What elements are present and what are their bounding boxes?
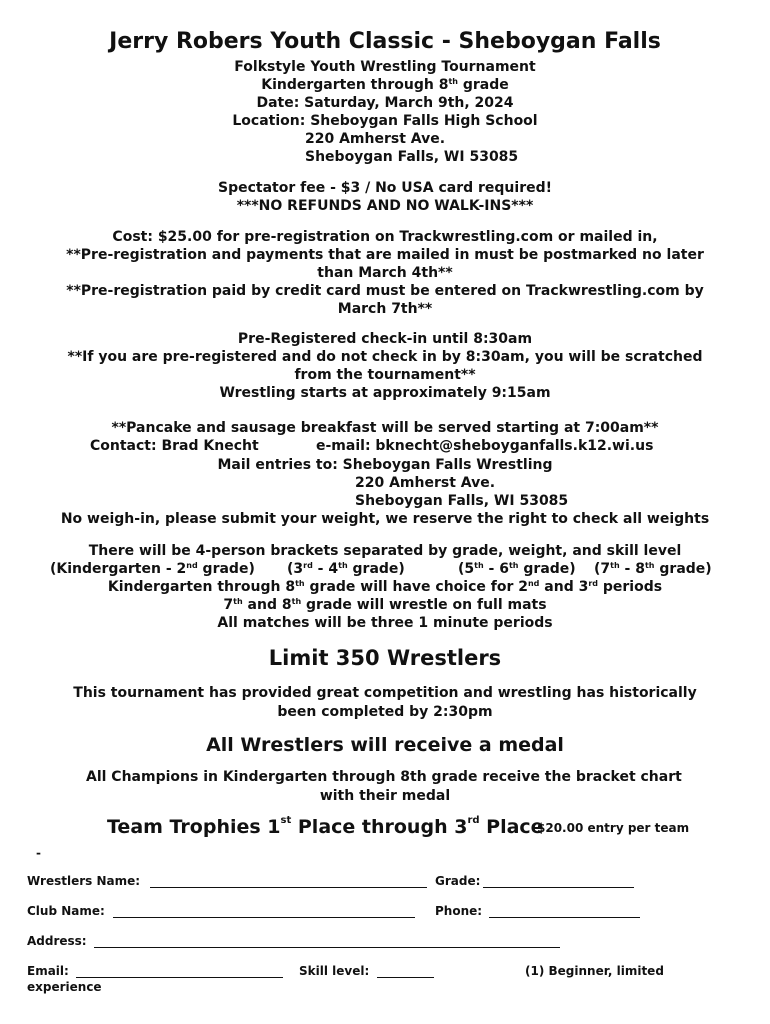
address-line[interactable] <box>94 947 560 948</box>
club-name-label: Club Name: <box>27 904 105 918</box>
mats-sup: th <box>291 597 302 606</box>
address-label: Address: <box>27 934 87 948</box>
checkin-line-4: Wrestling starts at approximately 9:15am <box>219 385 551 401</box>
cost-line-2: **Pre-registration and payments that are mailed in must be postmarked no later <box>66 247 704 263</box>
form-dash: - <box>36 846 41 860</box>
weigh-in-notice: No weigh-in, please submit your weight, we reserve the right to check all weights <box>60 511 710 527</box>
phone-label: Phone: <box>435 904 483 918</box>
bracket-text: - 8 <box>619 561 645 577</box>
wrestler-name-label: Wrestlers Name: <box>27 874 141 888</box>
checkin-line-2: **If you are pre-registered and do not check in by 8:30am, you will be scratched <box>67 349 703 365</box>
grades-sup: th <box>448 77 458 86</box>
cost-line-1: Cost: $25.00 for pre-registration on Trackwrestling.com or mailed in, <box>112 229 658 245</box>
bracket-group-34 <box>287 560 405 578</box>
email-line[interactable] <box>76 977 283 978</box>
choice-text: Kindergarten through 8 <box>107 579 296 595</box>
contact-email: e-mail: bknecht@sheboyganfalls.k12.wi.us <box>316 438 654 454</box>
subtitle: Folkstyle Youth Wrestling Tournament <box>234 59 536 75</box>
cost-line-5: March 7th** <box>337 301 433 317</box>
page-title: Jerry Robers Youth Classic - Sheboygan Falls <box>109 29 661 54</box>
location-street: 220 Amherst Ave. <box>305 131 446 147</box>
no-refunds-notice: ***NO REFUNDS AND NO WALK-INS*** <box>236 198 534 214</box>
checkin-line-3: from the tournament** <box>294 367 476 383</box>
mats-text: grade will wrestle on full mats <box>301 597 547 613</box>
choice-sup: rd <box>588 579 599 588</box>
grade-label: Grade: <box>435 874 481 888</box>
grades-text: Kindergarten through 8 <box>261 77 449 93</box>
choice-text: and 3 <box>539 579 589 595</box>
checkin-line-1: Pre-Registered check-in until 8:30am <box>237 331 533 347</box>
mats-sup: th <box>233 597 243 606</box>
history-line-2: been completed by 2:30pm <box>277 704 493 720</box>
grade-line[interactable] <box>483 887 634 888</box>
choice-sup: th <box>295 579 305 588</box>
team-trophies-heading <box>107 815 544 839</box>
bracket-text: (5 <box>458 561 475 577</box>
bracket-sup: nd <box>186 561 198 570</box>
choice-sup: nd <box>527 579 540 588</box>
trophies-text: Team Trophies 1 <box>107 816 281 838</box>
champions-line-1: All Champions in Kindergarten through 8th grade receive the bracket chart <box>86 769 682 785</box>
bracket-text: grade) <box>654 561 712 577</box>
date-line: Date: Saturday, March 9th, 2024 <box>256 95 514 111</box>
bracket-sup: th <box>644 561 655 570</box>
full-mats-line <box>0 596 770 614</box>
cost-line-3: than March 4th** <box>317 265 453 281</box>
team-entry-fee: $20.00 entry per team <box>537 821 690 835</box>
bracket-text: - 6 <box>483 561 509 577</box>
bracket-sup: th <box>508 561 519 570</box>
bracket-text: (7 <box>594 561 611 577</box>
spectator-fee: Spectator fee - $3 / No USA card required! <box>217 180 553 196</box>
medal-heading: All Wrestlers will receive a medal <box>206 734 564 756</box>
trophies-sup: rd <box>467 815 480 826</box>
wrestler-name-line[interactable] <box>150 887 427 888</box>
trophies-sup: st <box>280 815 292 826</box>
bracket-group-78 <box>594 560 712 578</box>
location-city: Sheboygan Falls, WI 53085 <box>305 149 519 165</box>
bracket-sup: th <box>610 561 620 570</box>
match-periods-line: All matches will be three 1 minute periods <box>217 615 553 631</box>
trophies-text: Place <box>479 816 544 838</box>
period-choice-line <box>0 578 770 596</box>
wrestler-limit-heading: Limit 350 Wrestlers <box>268 646 502 670</box>
phone-line[interactable] <box>489 917 640 918</box>
bracket-group-56 <box>458 560 576 578</box>
skill-option-beginner: (1) Beginner, limited <box>525 964 664 978</box>
mail-street: 220 Amherst Ave. <box>355 475 496 491</box>
bracket-text: (Kindergarten - 2 <box>50 561 187 577</box>
grades-line <box>0 76 770 94</box>
skill-level-line[interactable] <box>377 977 434 978</box>
choice-text: periods <box>598 579 663 595</box>
skill-option-continued: experience <box>27 980 102 994</box>
brackets-line-1: There will be 4-person brackets separated by grade, weight, and skill level <box>88 543 682 559</box>
email-label: Email: <box>27 964 69 978</box>
contact-name: Contact: Brad Knecht <box>90 438 259 454</box>
mats-text: and 8 <box>242 597 292 613</box>
bracket-sup: rd <box>303 561 313 570</box>
choice-text: grade will have choice for 2 <box>304 579 528 595</box>
bracket-sup: th <box>474 561 484 570</box>
history-line-1: This tournament has provided great competition and wrestling has historically <box>73 685 697 701</box>
mail-entries: Mail entries to: Sheboygan Falls Wrestling <box>217 457 553 473</box>
grades-text-end: grade <box>457 77 509 93</box>
bracket-text: - 4 <box>312 561 339 577</box>
champions-line-2: with their medal <box>319 788 451 804</box>
bracket-text: (3 <box>287 561 304 577</box>
bracket-text: grade) <box>197 561 255 577</box>
location-line: Location: Sheboygan Falls High School <box>232 113 538 129</box>
bracket-sup: th <box>338 561 348 570</box>
cost-line-4: **Pre-registration paid by credit card must be entered on Trackwrestling.com by <box>66 283 704 299</box>
breakfast-notice: **Pancake and sausage breakfast will be served starting at 7:00am** <box>111 420 659 436</box>
skill-level-label: Skill level: <box>299 964 370 978</box>
bracket-group-k2 <box>50 560 255 578</box>
mail-city: Sheboygan Falls, WI 53085 <box>355 493 569 509</box>
trophies-text: Place through 3 <box>291 816 468 838</box>
bracket-text: grade) <box>347 561 405 577</box>
bracket-text: grade) <box>518 561 576 577</box>
mats-text: 7 <box>223 597 234 613</box>
club-name-line[interactable] <box>113 917 415 918</box>
